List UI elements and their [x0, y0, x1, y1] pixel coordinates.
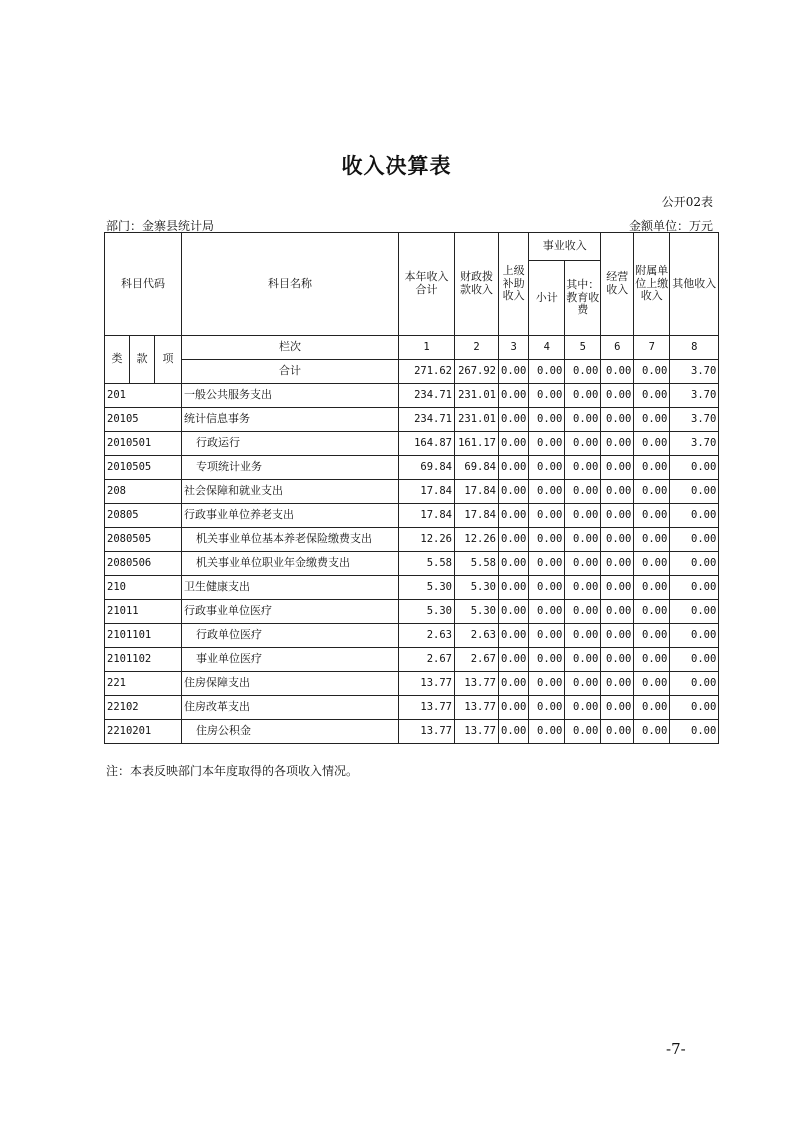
amount-cell: 0.00 — [499, 432, 529, 456]
amount-cell: 0.00 — [601, 696, 634, 720]
amount-cell: 0.00 — [529, 576, 565, 600]
amount-cell: 13.77 — [455, 720, 499, 744]
amount-cell: 0.00 — [499, 456, 529, 480]
subject-code: 22102 — [105, 696, 182, 720]
table-row — [105, 624, 719, 648]
amount-cell: 0.00 — [670, 600, 719, 624]
header-fiscal: 财政拨款收入 — [455, 233, 499, 336]
amount-cell: 0.00 — [529, 672, 565, 696]
amount-cell: 2.63 — [455, 624, 499, 648]
total-value: 0.00 — [601, 360, 634, 384]
amount-cell: 17.84 — [399, 504, 455, 528]
header-kuan: 款 — [130, 336, 155, 384]
amount-cell: 0.00 — [499, 696, 529, 720]
amount-cell: 0.00 — [499, 504, 529, 528]
subject-code: 201 — [105, 384, 182, 408]
amount-cell: 0.00 — [670, 624, 719, 648]
amount-cell: 0.00 — [634, 648, 670, 672]
amount-cell: 2.67 — [399, 648, 455, 672]
subject-name: 事业单位医疗 — [182, 648, 399, 672]
amount-cell: 0.00 — [634, 504, 670, 528]
amount-cell: 0.00 — [601, 576, 634, 600]
amount-cell: 3.70 — [670, 408, 719, 432]
subject-code: 20105 — [105, 408, 182, 432]
amount-cell: 0.00 — [634, 672, 670, 696]
subject-code: 2080505 — [105, 528, 182, 552]
subject-name: 住房公积金 — [182, 720, 399, 744]
amount-cell: 3.70 — [670, 384, 719, 408]
subject-name: 专项统计业务 — [182, 456, 399, 480]
total-value: 267.92 — [455, 360, 499, 384]
amount-cell: 0.00 — [601, 648, 634, 672]
table-row — [105, 408, 719, 432]
amount-cell: 0.00 — [499, 408, 529, 432]
amount-cell: 5.30 — [455, 600, 499, 624]
amount-cell: 0.00 — [499, 672, 529, 696]
amount-cell: 5.58 — [455, 552, 499, 576]
table-row — [105, 456, 719, 480]
amount-cell: 0.00 — [601, 672, 634, 696]
amount-cell: 0.00 — [601, 504, 634, 528]
header-xiang: 项 — [155, 336, 182, 384]
amount-cell: 0.00 — [601, 624, 634, 648]
income-table — [104, 232, 719, 744]
total-value: 271.62 — [399, 360, 455, 384]
amount-cell: 0.00 — [601, 456, 634, 480]
amount-cell: 0.00 — [670, 456, 719, 480]
amount-cell: 234.71 — [399, 384, 455, 408]
amount-cell: 0.00 — [634, 384, 670, 408]
amount-cell: 0.00 — [499, 552, 529, 576]
amount-cell: 0.00 — [529, 480, 565, 504]
amount-cell: 0.00 — [670, 480, 719, 504]
amount-cell: 0.00 — [529, 648, 565, 672]
amount-cell: 13.77 — [399, 696, 455, 720]
amount-cell: 12.26 — [455, 528, 499, 552]
amount-cell: 0.00 — [670, 648, 719, 672]
amount-cell: 5.30 — [399, 600, 455, 624]
amount-cell: 0.00 — [529, 432, 565, 456]
col-number: 7 — [634, 336, 670, 360]
subject-name: 社会保障和就业支出 — [182, 480, 399, 504]
amount-cell: 0.00 — [601, 384, 634, 408]
amount-cell: 13.77 — [399, 672, 455, 696]
form-code: 公开02表 — [661, 195, 713, 209]
amount-cell: 0.00 — [565, 384, 601, 408]
total-value: 0.00 — [529, 360, 565, 384]
table-row — [105, 648, 719, 672]
subject-code: 221 — [105, 672, 182, 696]
header-affiliated: 附属单位上缴收入 — [634, 233, 670, 336]
amount-cell: 234.71 — [399, 408, 455, 432]
amount-cell: 0.00 — [670, 504, 719, 528]
amount-cell: 0.00 — [670, 528, 719, 552]
amount-cell: 0.00 — [601, 552, 634, 576]
amount-cell: 0.00 — [634, 552, 670, 576]
subject-name: 行政运行 — [182, 432, 399, 456]
table-row — [105, 672, 719, 696]
department-label: 部门：金寨县统计局 — [106, 219, 215, 233]
amount-cell: 0.00 — [565, 600, 601, 624]
amount-cell: 0.00 — [565, 720, 601, 744]
amount-cell: 13.77 — [455, 672, 499, 696]
amount-cell: 0.00 — [529, 528, 565, 552]
amount-cell: 0.00 — [601, 600, 634, 624]
total-value: 0.00 — [565, 360, 601, 384]
subject-name: 一般公共服务支出 — [182, 384, 399, 408]
amount-cell: 2.63 — [399, 624, 455, 648]
col-number: 6 — [601, 336, 634, 360]
header-business: 事业收入 — [529, 233, 601, 261]
subject-code: 20805 — [105, 504, 182, 528]
amount-cell: 0.00 — [565, 576, 601, 600]
amount-cell: 0.00 — [670, 552, 719, 576]
amount-cell: 0.00 — [499, 600, 529, 624]
amount-cell: 0.00 — [529, 600, 565, 624]
amount-cell: 231.01 — [455, 384, 499, 408]
header-lanci: 栏次 — [182, 336, 399, 360]
amount-cell: 0.00 — [670, 696, 719, 720]
header-total: 本年收入合计 — [399, 233, 455, 336]
table-row — [105, 504, 719, 528]
amount-cell: 0.00 — [499, 576, 529, 600]
subject-code: 2101102 — [105, 648, 182, 672]
table-row — [105, 432, 719, 456]
subject-name: 机关事业单位职业年金缴费支出 — [182, 552, 399, 576]
table-row — [105, 480, 719, 504]
amount-cell: 0.00 — [634, 696, 670, 720]
amount-cell: 0.00 — [565, 504, 601, 528]
amount-cell: 0.00 — [529, 696, 565, 720]
subject-name: 卫生健康支出 — [182, 576, 399, 600]
amount-cell: 0.00 — [601, 480, 634, 504]
amount-cell: 0.00 — [565, 624, 601, 648]
amount-cell: 5.30 — [455, 576, 499, 600]
amount-cell: 13.77 — [455, 696, 499, 720]
amount-cell: 0.00 — [499, 528, 529, 552]
total-value: 3.70 — [670, 360, 719, 384]
total-value: 0.00 — [499, 360, 529, 384]
header-name: 科目名称 — [182, 233, 399, 336]
table-row — [105, 528, 719, 552]
subject-name: 住房改革支出 — [182, 696, 399, 720]
amount-cell: 0.00 — [634, 576, 670, 600]
amount-cell: 69.84 — [455, 456, 499, 480]
amount-cell: 0.00 — [601, 720, 634, 744]
amount-cell: 0.00 — [565, 480, 601, 504]
amount-cell: 0.00 — [529, 720, 565, 744]
table-row — [105, 552, 719, 576]
amount-cell: 0.00 — [499, 480, 529, 504]
page-title: 收入决算表 — [341, 153, 452, 178]
amount-cell: 0.00 — [634, 624, 670, 648]
amount-cell: 0.00 — [565, 432, 601, 456]
header-lei: 类 — [105, 336, 130, 384]
amount-cell: 231.01 — [455, 408, 499, 432]
subject-code: 2101101 — [105, 624, 182, 648]
amount-cell: 0.00 — [499, 648, 529, 672]
amount-cell: 5.30 — [399, 576, 455, 600]
total-label: 合计 — [182, 360, 399, 384]
subject-code: 2010505 — [105, 456, 182, 480]
header-subtotal: 小计 — [529, 261, 565, 336]
col-number: 1 — [399, 336, 455, 360]
amount-cell: 0.00 — [634, 480, 670, 504]
header-code: 科目代码 — [105, 233, 182, 336]
amount-cell: 0.00 — [565, 672, 601, 696]
amount-cell: 0.00 — [529, 408, 565, 432]
amount-cell: 13.77 — [399, 720, 455, 744]
col-number: 5 — [565, 336, 601, 360]
subject-code: 21011 — [105, 600, 182, 624]
amount-cell: 164.87 — [399, 432, 455, 456]
table-note: 注：本表反映部门本年度取得的各项收入情况。 — [106, 764, 359, 778]
amount-cell: 161.17 — [455, 432, 499, 456]
table-row — [105, 600, 719, 624]
amount-cell: 0.00 — [670, 720, 719, 744]
subject-name: 行政事业单位养老支出 — [182, 504, 399, 528]
amount-cell: 0.00 — [670, 576, 719, 600]
table-row — [105, 384, 719, 408]
amount-cell: 0.00 — [634, 456, 670, 480]
amount-cell: 17.84 — [455, 504, 499, 528]
subject-name: 机关事业单位基本养老保险缴费支出 — [182, 528, 399, 552]
amount-cell: 0.00 — [565, 408, 601, 432]
col-number: 2 — [455, 336, 499, 360]
amount-cell: 0.00 — [499, 384, 529, 408]
subject-code: 208 — [105, 480, 182, 504]
amount-cell: 0.00 — [634, 432, 670, 456]
subject-name: 行政事业单位医疗 — [182, 600, 399, 624]
total-row — [105, 360, 719, 384]
subject-name: 住房保障支出 — [182, 672, 399, 696]
subject-name: 行政单位医疗 — [182, 624, 399, 648]
subject-code: 2080506 — [105, 552, 182, 576]
amount-cell: 0.00 — [565, 456, 601, 480]
amount-cell: 0.00 — [634, 408, 670, 432]
amount-cell: 17.84 — [399, 480, 455, 504]
amount-cell: 5.58 — [399, 552, 455, 576]
header-other: 其他收入 — [670, 233, 719, 336]
amount-cell: 0.00 — [529, 384, 565, 408]
table-row — [105, 696, 719, 720]
amount-cell: 2.67 — [455, 648, 499, 672]
subject-name: 统计信息事务 — [182, 408, 399, 432]
table-row — [105, 720, 719, 744]
amount-unit-label: 金额单位：万元 — [628, 219, 713, 233]
amount-cell: 12.26 — [399, 528, 455, 552]
amount-cell: 3.70 — [670, 432, 719, 456]
amount-cell: 69.84 — [399, 456, 455, 480]
amount-cell: 0.00 — [499, 720, 529, 744]
header-operating: 经营收入 — [601, 233, 634, 336]
header-upper: 上级补助收入 — [499, 233, 529, 336]
subject-code: 2210201 — [105, 720, 182, 744]
amount-cell: 0.00 — [499, 624, 529, 648]
amount-cell: 0.00 — [529, 552, 565, 576]
amount-cell: 17.84 — [455, 480, 499, 504]
col-number: 4 — [529, 336, 565, 360]
subject-code: 2010501 — [105, 432, 182, 456]
col-number: 8 — [670, 336, 719, 360]
amount-cell: 0.00 — [529, 624, 565, 648]
col-number: 3 — [499, 336, 529, 360]
header-edu: 其中：教育收费 — [565, 261, 601, 336]
amount-cell: 0.00 — [565, 648, 601, 672]
page-number: -7- — [666, 1040, 686, 1058]
total-value: 0.00 — [634, 360, 670, 384]
amount-cell: 0.00 — [565, 696, 601, 720]
amount-cell: 0.00 — [634, 600, 670, 624]
amount-cell: 0.00 — [565, 552, 601, 576]
amount-cell: 0.00 — [529, 456, 565, 480]
table-row — [105, 576, 719, 600]
amount-cell: 0.00 — [565, 528, 601, 552]
amount-cell: 0.00 — [670, 672, 719, 696]
amount-cell: 0.00 — [634, 528, 670, 552]
amount-cell: 0.00 — [634, 720, 670, 744]
amount-cell: 0.00 — [601, 408, 634, 432]
subject-code: 210 — [105, 576, 182, 600]
amount-cell: 0.00 — [601, 528, 634, 552]
amount-cell: 0.00 — [529, 504, 565, 528]
amount-cell: 0.00 — [601, 432, 634, 456]
table-body — [105, 384, 719, 744]
